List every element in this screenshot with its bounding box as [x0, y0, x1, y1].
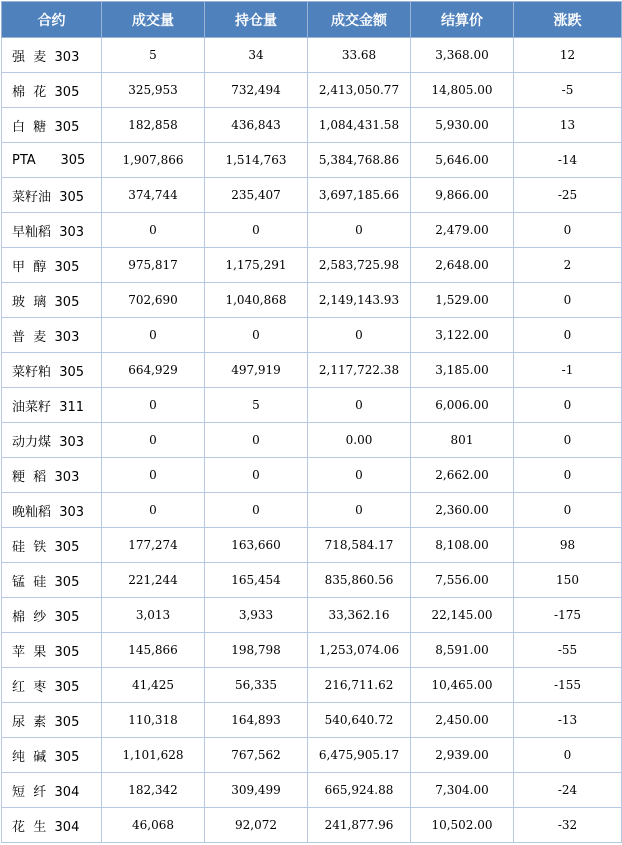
change-cell: 0	[514, 493, 622, 528]
turnover-cell: 0	[308, 458, 411, 493]
settlement-price-cell: 3,122.00	[411, 318, 514, 353]
open-interest-cell: 0	[205, 318, 308, 353]
settlement-price-cell: 2,662.00	[411, 458, 514, 493]
table-row	[2, 73, 622, 108]
table-row	[2, 318, 622, 353]
settlement-price-cell: 1,529.00	[411, 283, 514, 318]
table-row	[2, 738, 622, 773]
change-cell: -55	[514, 633, 622, 668]
turnover-cell: 0	[308, 318, 411, 353]
table-header-row	[2, 2, 622, 38]
open-interest-cell: 163,660	[205, 528, 308, 563]
volume-cell: 975,817	[102, 248, 205, 283]
contract-cell: 短 纤 304	[2, 773, 102, 808]
volume-cell: 46,068	[102, 808, 205, 843]
volume-cell: 110,318	[102, 703, 205, 738]
table-row	[2, 528, 622, 563]
open-interest-cell: 0	[205, 423, 308, 458]
table-row	[2, 668, 622, 703]
contract-cell: 红 枣 305	[2, 668, 102, 703]
settlement-price-cell: 3,368.00	[411, 38, 514, 73]
turnover-cell: 1,084,431.58	[308, 108, 411, 143]
open-interest-cell: 56,335	[205, 668, 308, 703]
volume-cell: 664,929	[102, 353, 205, 388]
futures-table	[1, 1, 622, 843]
change-cell: -175	[514, 598, 622, 633]
change-cell: -13	[514, 703, 622, 738]
settlement-price-cell: 9,866.00	[411, 178, 514, 213]
open-interest-cell: 92,072	[205, 808, 308, 843]
change-cell: 2	[514, 248, 622, 283]
volume-cell: 0	[102, 318, 205, 353]
contract-cell: 棉 纱 305	[2, 598, 102, 633]
settlement-price-cell: 6,006.00	[411, 388, 514, 423]
open-interest-cell: 164,893	[205, 703, 308, 738]
volume-cell: 182,342	[102, 773, 205, 808]
header-contract: 合约	[2, 2, 102, 38]
settlement-price-cell: 7,556.00	[411, 563, 514, 598]
contract-cell: 纯 碱 305	[2, 738, 102, 773]
open-interest-cell: 198,798	[205, 633, 308, 668]
table-row	[2, 388, 622, 423]
change-cell: 0	[514, 388, 622, 423]
settlement-price-cell: 10,502.00	[411, 808, 514, 843]
volume-cell: 0	[102, 388, 205, 423]
turnover-cell: 540,640.72	[308, 703, 411, 738]
table-row	[2, 423, 622, 458]
settlement-price-cell: 5,930.00	[411, 108, 514, 143]
open-interest-cell: 309,499	[205, 773, 308, 808]
header-volume: 成交量	[102, 2, 205, 38]
settlement-price-cell: 14,805.00	[411, 73, 514, 108]
volume-cell: 5	[102, 38, 205, 73]
open-interest-cell: 0	[205, 493, 308, 528]
header-change: 涨跌	[514, 2, 622, 38]
change-cell: 98	[514, 528, 622, 563]
volume-cell: 0	[102, 423, 205, 458]
contract-cell: 玻 璃 305	[2, 283, 102, 318]
contract-cell: 普 麦 303	[2, 318, 102, 353]
open-interest-cell: 34	[205, 38, 308, 73]
turnover-cell: 6,475,905.17	[308, 738, 411, 773]
turnover-cell: 835,860.56	[308, 563, 411, 598]
change-cell: -32	[514, 808, 622, 843]
volume-cell: 0	[102, 213, 205, 248]
turnover-cell: 241,877.96	[308, 808, 411, 843]
settlement-price-cell: 2,360.00	[411, 493, 514, 528]
change-cell: -1	[514, 353, 622, 388]
turnover-cell: 0.00	[308, 423, 411, 458]
volume-cell: 1,101,628	[102, 738, 205, 773]
volume-cell: 221,244	[102, 563, 205, 598]
open-interest-cell: 0	[205, 213, 308, 248]
table-row	[2, 493, 622, 528]
volume-cell: 1,907,866	[102, 143, 205, 178]
settlement-price-cell: 2,939.00	[411, 738, 514, 773]
table-row	[2, 108, 622, 143]
volume-cell: 145,866	[102, 633, 205, 668]
turnover-cell: 1,253,074.06	[308, 633, 411, 668]
header-open-interest: 持仓量	[205, 2, 308, 38]
open-interest-cell: 0	[205, 458, 308, 493]
change-cell: 0	[514, 213, 622, 248]
open-interest-cell: 165,454	[205, 563, 308, 598]
settlement-price-cell: 22,145.00	[411, 598, 514, 633]
settlement-price-cell: 801	[411, 423, 514, 458]
table-row	[2, 38, 622, 73]
contract-cell: 尿 素 305	[2, 703, 102, 738]
open-interest-cell: 732,494	[205, 73, 308, 108]
settlement-price-cell: 3,185.00	[411, 353, 514, 388]
table-row	[2, 458, 622, 493]
volume-cell: 0	[102, 458, 205, 493]
contract-cell: 菜籽粕 305	[2, 353, 102, 388]
settlement-price-cell: 8,591.00	[411, 633, 514, 668]
turnover-cell: 216,711.62	[308, 668, 411, 703]
change-cell: -24	[514, 773, 622, 808]
open-interest-cell: 1,514,763	[205, 143, 308, 178]
volume-cell: 3,013	[102, 598, 205, 633]
contract-cell: 苹 果 305	[2, 633, 102, 668]
open-interest-cell: 1,040,868	[205, 283, 308, 318]
contract-cell: PTA 305	[2, 143, 102, 178]
table-row	[2, 808, 622, 843]
table-row	[2, 248, 622, 283]
table-row	[2, 633, 622, 668]
change-cell: 0	[514, 458, 622, 493]
contract-cell: 晚籼稻 303	[2, 493, 102, 528]
contract-cell: 硅 铁 305	[2, 528, 102, 563]
turnover-cell: 0	[308, 388, 411, 423]
contract-cell: 早籼稻 303	[2, 213, 102, 248]
table-body	[2, 38, 622, 843]
settlement-price-cell: 8,108.00	[411, 528, 514, 563]
open-interest-cell: 235,407	[205, 178, 308, 213]
contract-cell: 白 糖 305	[2, 108, 102, 143]
change-cell: 150	[514, 563, 622, 598]
change-cell: 0	[514, 318, 622, 353]
header-turnover: 成交金额	[308, 2, 411, 38]
open-interest-cell: 5	[205, 388, 308, 423]
header-settlement-price: 结算价	[411, 2, 514, 38]
change-cell: 0	[514, 738, 622, 773]
turnover-cell: 718,584.17	[308, 528, 411, 563]
open-interest-cell: 1,175,291	[205, 248, 308, 283]
open-interest-cell: 497,919	[205, 353, 308, 388]
contract-cell: 粳 稻 303	[2, 458, 102, 493]
volume-cell: 182,858	[102, 108, 205, 143]
turnover-cell: 3,697,185.66	[308, 178, 411, 213]
change-cell: 0	[514, 423, 622, 458]
settlement-price-cell: 7,304.00	[411, 773, 514, 808]
settlement-price-cell: 5,646.00	[411, 143, 514, 178]
contract-cell: 锰 硅 305	[2, 563, 102, 598]
change-cell: -14	[514, 143, 622, 178]
turnover-cell: 33.68	[308, 38, 411, 73]
contract-cell: 棉 花 305	[2, 73, 102, 108]
contract-cell: 动力煤 303	[2, 423, 102, 458]
table-row	[2, 283, 622, 318]
settlement-price-cell: 10,465.00	[411, 668, 514, 703]
table-row	[2, 703, 622, 738]
table-row	[2, 773, 622, 808]
table-row	[2, 213, 622, 248]
volume-cell: 0	[102, 493, 205, 528]
volume-cell: 177,274	[102, 528, 205, 563]
change-cell: 0	[514, 283, 622, 318]
volume-cell: 702,690	[102, 283, 205, 318]
turnover-cell: 2,413,050.77	[308, 73, 411, 108]
open-interest-cell: 3,933	[205, 598, 308, 633]
contract-cell: 强 麦 303	[2, 38, 102, 73]
turnover-cell: 0	[308, 493, 411, 528]
change-cell: 12	[514, 38, 622, 73]
table-row	[2, 563, 622, 598]
contract-cell: 花 生 304	[2, 808, 102, 843]
turnover-cell: 2,583,725.98	[308, 248, 411, 283]
contract-cell: 油菜籽 311	[2, 388, 102, 423]
contract-cell: 菜籽油 305	[2, 178, 102, 213]
change-cell: -25	[514, 178, 622, 213]
volume-cell: 374,744	[102, 178, 205, 213]
table-row	[2, 353, 622, 388]
settlement-price-cell: 2,479.00	[411, 213, 514, 248]
table-row	[2, 598, 622, 633]
table-row	[2, 143, 622, 178]
volume-cell: 325,953	[102, 73, 205, 108]
volume-cell: 41,425	[102, 668, 205, 703]
turnover-cell: 2,117,722.38	[308, 353, 411, 388]
settlement-price-cell: 2,450.00	[411, 703, 514, 738]
turnover-cell: 2,149,143.93	[308, 283, 411, 318]
contract-cell: 甲 醇 305	[2, 248, 102, 283]
open-interest-cell: 767,562	[205, 738, 308, 773]
turnover-cell: 33,362.16	[308, 598, 411, 633]
change-cell: -5	[514, 73, 622, 108]
turnover-cell: 0	[308, 213, 411, 248]
table-row	[2, 178, 622, 213]
open-interest-cell: 436,843	[205, 108, 308, 143]
turnover-cell: 5,384,768.86	[308, 143, 411, 178]
change-cell: 13	[514, 108, 622, 143]
settlement-price-cell: 2,648.00	[411, 248, 514, 283]
change-cell: -155	[514, 668, 622, 703]
turnover-cell: 665,924.88	[308, 773, 411, 808]
